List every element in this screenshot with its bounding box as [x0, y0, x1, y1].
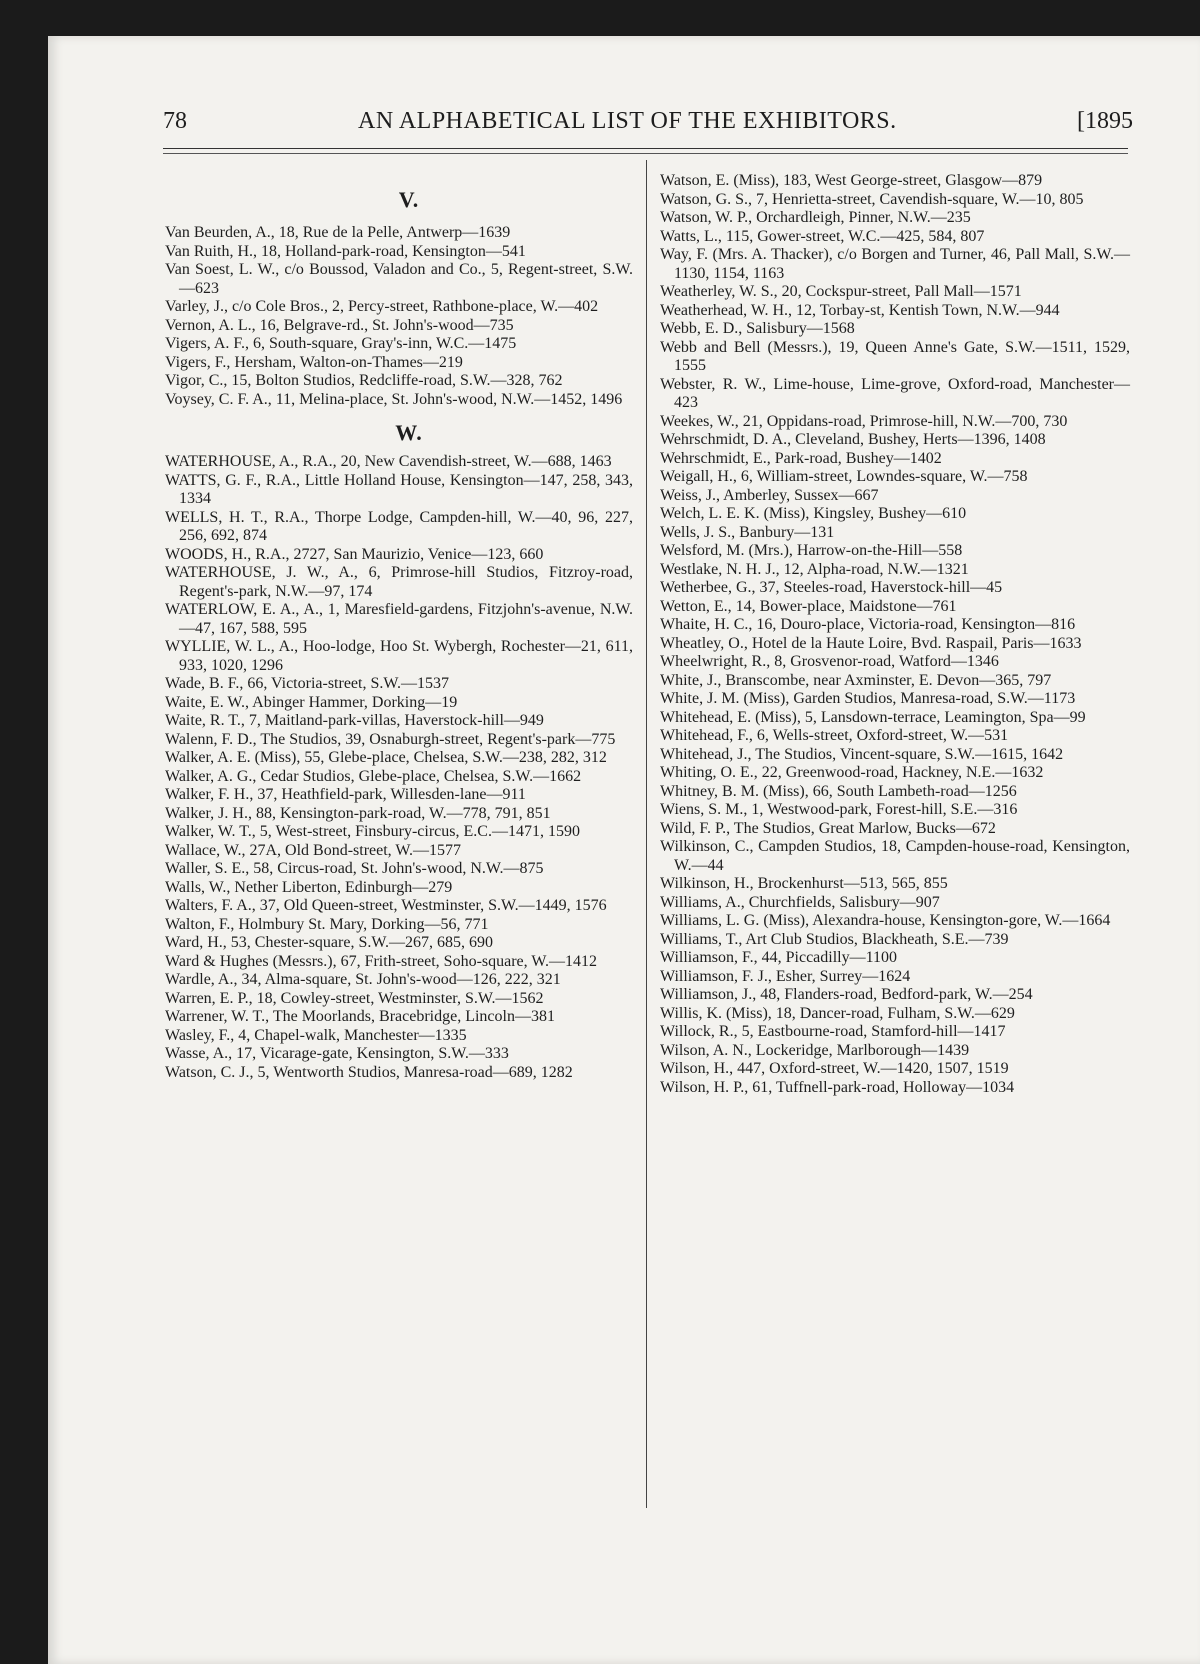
left-column: [165, 170, 633, 1082]
exhibitor-entry: Williams, T., Art Club Studios, Blackheath, S.E.—739: [660, 930, 1009, 948]
exhibitor-entry: Van Ruith, H., 18, Holland-park-road, Kensington—541: [165, 242, 526, 260]
exhibitor-entry: Vigers, A. F., 6, South-square, Gray's-inn, W.C.—1475: [165, 335, 517, 352]
exhibitor-entry: Whitehead, E. (Miss), 5, Lansdown-terrace, Leamington, Spa—99: [660, 708, 1086, 726]
exhibitor-entry: WATERHOUSE, J. W., A., 6, Primrose-hill Studios, Fitzroy-road, Regent's-park, N.W.—97, 174: [165, 564, 633, 600]
exhibitor-entry: Walls, W., Nether Liberton, Edinburgh—279: [165, 878, 453, 896]
exhibitor-entry: Watson, G. S., 7, Henrietta-street, Cavendish-square, W.—10, 805: [660, 190, 1084, 208]
page-number: 78: [163, 108, 187, 134]
exhibitor-entry: Ward, H., 53, Chester-square, S.W.—267, 685, 690: [165, 934, 493, 951]
exhibitor-entry: WOODS, H., R.A., 2727, San Maurizio, Venice—123, 660: [165, 545, 544, 563]
exhibitor-entry: Wilson, H. P., 61, Tuffnell-park-road, Holloway—1034: [660, 1078, 1015, 1096]
exhibitor-entry: Walker, W. T., 5, West-street, Finsbury-circus, E.C.—1471, 1590: [165, 823, 580, 840]
exhibitor-entry: Walker, J. H., 88, Kensington-park-road, W.—778, 791, 851: [165, 804, 551, 822]
exhibitor-entry: WELLS, H. T., R.A., Thorpe Lodge, Campden-hill, W.—40, 96, 227, 256, 692, 874: [165, 508, 633, 544]
exhibitor-entry: Vernon, A. L., 16, Belgrave-rd., St. John's-wood—735: [165, 316, 514, 334]
exhibitor-entry: Wasse, A., 17, Vicarage-gate, Kensington, S.W.—333: [165, 1045, 509, 1062]
exhibitor-entry: Van Soest, L. W., c/o Boussod, Valadon and Co., 5, Regent-street, S.W.—623: [165, 261, 633, 297]
exhibitor-entry: Wild, F. P., The Studios, Great Marlow, Bucks—672: [660, 819, 996, 837]
exhibitor-entry: WATTS, G. F., R.A., Little Holland House, Kensington—147, 258, 343, 1334: [165, 471, 633, 507]
exhibitor-entry: Whaite, H. C., 16, Douro-place, Victoria-road, Kensington—816: [660, 616, 1076, 633]
column-divider: [646, 160, 647, 1508]
page-title: AN ALPHABETICAL LIST OF THE EXHIBITORS.: [358, 108, 897, 134]
exhibitor-entry: Watts, L., 115, Gower-street, W.C.—425, 584, 807: [660, 227, 985, 245]
header-rule-top: [163, 148, 1128, 149]
exhibitor-entry: Watson, W. P., Orchardleigh, Pinner, N.W.—235: [660, 209, 971, 226]
exhibitor-entry: Whitehead, J., The Studios, Vincent-square, S.W.—1615, 1642: [660, 745, 1064, 763]
exhibitor-entry: Whitney, B. M. (Miss), 66, South Lambeth-road—1256: [660, 782, 1017, 800]
exhibitor-entry: Wilson, A. N., Lockeridge, Marlborough—1439: [660, 1041, 970, 1059]
exhibitor-entry: Watson, C. J., 5, Wentworth Studios, Manresa-road—689, 1282: [165, 1063, 573, 1081]
exhibitor-entry: Williams, A., Churchfields, Salisbury—907: [660, 893, 940, 911]
exhibitor-entry: WATERHOUSE, A., R.A., 20, New Cavendish-street, W.—688, 1463: [165, 453, 612, 470]
exhibitor-entry: Weiss, J., Amberley, Sussex—667: [660, 486, 879, 504]
exhibitor-entry: White, J. M. (Miss), Garden Studios, Manresa-road, S.W.—1173: [660, 690, 1076, 707]
exhibitor-entry: Ward & Hughes (Messrs.), 67, Frith-street, Soho-square, W.—1412: [165, 952, 597, 970]
exhibitor-entry: Wilson, H., 447, Oxford-street, W.—1420, 1507, 1519: [660, 1060, 1009, 1077]
exhibitor-entry: Whiting, O. E., 22, Greenwood-road, Hackney, N.E.—1632: [660, 764, 1044, 781]
exhibitor-entry: Williamson, J., 48, Flanders-road, Bedford-park, W.—254: [660, 986, 1033, 1003]
exhibitor-entry: Wheatley, O., Hotel de la Haute Loire, Bvd. Raspail, Paris—1633: [660, 634, 1082, 652]
exhibitor-entry: Watson, E. (Miss), 183, West George-street, Glasgow—879: [660, 172, 1043, 189]
exhibitor-entry: Vigor, C., 15, Bolton Studios, Redcliffe-road, S.W.—328, 762: [165, 372, 563, 389]
exhibitor-entry: Walters, F. A., 37, Old Queen-street, Westminster, S.W.—1449, 1576: [165, 897, 607, 914]
exhibitor-entry: Walker, F. H., 37, Heathfield-park, Willesden-lane—911: [165, 786, 526, 803]
exhibitor-entry: Wehrschmidt, D. A., Cleveland, Bushey, Herts—1396, 1408: [660, 431, 1046, 448]
exhibitor-entry: Walker, A. G., Cedar Studios, Glebe-place, Chelsea, S.W.—1662: [165, 767, 582, 785]
exhibitor-entry: Wilkinson, H., Brockenhurst—513, 565, 855: [660, 875, 948, 892]
entries-w-list: [165, 453, 633, 1082]
exhibitor-entry: Weatherhead, W. H., 12, Torbay-st, Kentish Town, N.W.—944: [660, 301, 1060, 319]
exhibitor-entry: Wetton, E., 14, Bower-place, Maidstone—761: [660, 597, 957, 615]
exhibitor-entry: Welsford, M. (Mrs.), Harrow-on-the-Hill—558: [660, 542, 963, 559]
exhibitor-entry: Williamson, F. J., Esher, Surrey—1624: [660, 967, 911, 985]
exhibitor-entry: Waite, E. W., Abinger Hammer, Dorking—19: [165, 693, 458, 711]
exhibitor-entry: Van Beurden, A., 18, Rue de la Pelle, Antwerp—1639: [165, 224, 511, 241]
exhibitor-entry: Welch, L. E. K. (Miss), Kingsley, Bushey—610: [660, 505, 967, 522]
exhibitor-entry: Wiens, S. M., 1, Westwood-park, Forest-hill, S.E.—316: [660, 801, 1018, 818]
exhibitor-entry: Voysey, C. F. A., 11, Melina-place, St. John's-wood, N.W.—1452, 1496: [165, 390, 623, 408]
section-heading-w: W.: [395, 420, 423, 445]
exhibitor-entry: Wehrschmidt, E., Park-road, Bushey—1402: [660, 449, 942, 467]
exhibitor-entry: Varley, J., c/o Cole Bros., 2, Percy-street, Rathbone-place, W.—402: [165, 298, 599, 315]
exhibitor-entry: Webb, E. D., Salisbury—1568: [660, 320, 855, 337]
exhibitor-entry: Warren, E. P., 18, Cowley-street, Westminster, S.W.—1562: [165, 989, 544, 1007]
exhibitor-entry: Whitehead, F., 6, Wells-street, Oxford-street, W.—531: [660, 727, 1009, 744]
exhibitor-entry: Weekes, W., 21, Oppidans-road, Primrose-hill, N.W.—700, 730: [660, 412, 1068, 430]
exhibitor-entry: Weatherley, W. S., 20, Cockspur-street, Pall Mall—1571: [660, 283, 1022, 300]
exhibitor-entry: Walton, F., Holmbury St. Mary, Dorking—56, 771: [165, 915, 489, 933]
exhibitor-entry: Willock, R., 5, Eastbourne-road, Stamford-hill—1417: [660, 1023, 1006, 1040]
exhibitor-entry: Westlake, N. H. J., 12, Alpha-road, N.W.—1321: [660, 560, 969, 578]
entries-v-list: [165, 224, 633, 409]
exhibitor-entry: Williams, L. G. (Miss), Alexandra-house, Kensington-gore, W.—1664: [660, 912, 1111, 929]
header-rule-bottom: [163, 153, 1128, 154]
exhibitor-entry: Wasley, F., 4, Chapel-walk, Manchester—1335: [165, 1026, 467, 1044]
exhibitor-entry: Wardle, A., 34, Alma-square, St. John's-wood—126, 222, 321: [165, 971, 561, 988]
exhibitor-entry: Webb and Bell (Messrs.), 19, Queen Anne's Gate, S.W.—1511, 1529, 1555: [660, 338, 1130, 374]
right-column: [660, 172, 1130, 1097]
exhibitor-entry: Webster, R. W., Lime-house, Lime-grove, Oxford-road, Manchester—423: [660, 375, 1130, 411]
exhibitor-entry: Willis, K. (Miss), 18, Dancer-road, Fulham, S.W.—629: [660, 1004, 1015, 1022]
page-header: [163, 108, 1133, 148]
exhibitor-entry: White, J., Branscombe, near Axminster, E. Devon—365, 797: [660, 671, 1052, 689]
exhibitor-entry: Wetherbee, G., 37, Steeles-road, Haverstock-hill—45: [660, 579, 1003, 596]
exhibitor-entry: Walker, A. E. (Miss), 55, Glebe-place, Chelsea, S.W.—238, 282, 312: [165, 749, 607, 766]
exhibitor-entry: Wade, B. F., 66, Victoria-street, S.W.—1537: [165, 675, 449, 692]
exhibitor-entry: Way, F. (Mrs. A. Thacker), c/o Borgen and Turner, 46, Pall Mall, S.W.—1130, 1154, 1163: [660, 246, 1130, 282]
exhibitor-entry: Wells, J. S., Banbury—131: [660, 523, 835, 541]
exhibitor-entry: Warrener, W. T., The Moorlands, Bracebridge, Lincoln—381: [165, 1008, 555, 1025]
exhibitor-entry: Vigers, F., Hersham, Walton-on-Thames—219: [165, 353, 463, 371]
exhibitor-entry: Walenn, F. D., The Studios, 39, Osnaburgh-street, Regent's-park—775: [165, 730, 616, 748]
exhibitor-entry: Wheelwright, R., 8, Grosvenor-road, Watford—1346: [660, 653, 999, 670]
exhibitor-entry: WATERLOW, E. A., A., 1, Maresfield-gardens, Fitzjohn's-avenue, N.W.—47, 167, 588, 595: [165, 601, 633, 637]
section-heading-v: V.: [398, 187, 420, 212]
exhibitor-entry: Wallace, W., 27A, Old Bond-street, W.—1577: [165, 841, 462, 859]
exhibitor-entry: Wilkinson, C., Campden Studios, 18, Campden-house-road, Kensington, W.—44: [660, 838, 1130, 874]
exhibitor-entry: Waller, S. E., 58, Circus-road, St. John's-wood, N.W.—875: [165, 860, 544, 877]
year-marker: [1895: [1077, 108, 1133, 134]
exhibitor-entry: WYLLIE, W. L., A., Hoo-lodge, Hoo St. Wybergh, Rochester—21, 611, 933, 1020, 1296: [165, 638, 633, 674]
exhibitor-entry: Waite, R. T., 7, Maitland-park-villas, Haverstock-hill—949: [165, 712, 544, 729]
exhibitor-entry: Weigall, H., 6, William-street, Lowndes-square, W.—758: [660, 468, 1028, 485]
exhibitor-entry: Williamson, F., 44, Piccadilly—1100: [660, 949, 898, 966]
entries-right-list: [660, 172, 1130, 1097]
